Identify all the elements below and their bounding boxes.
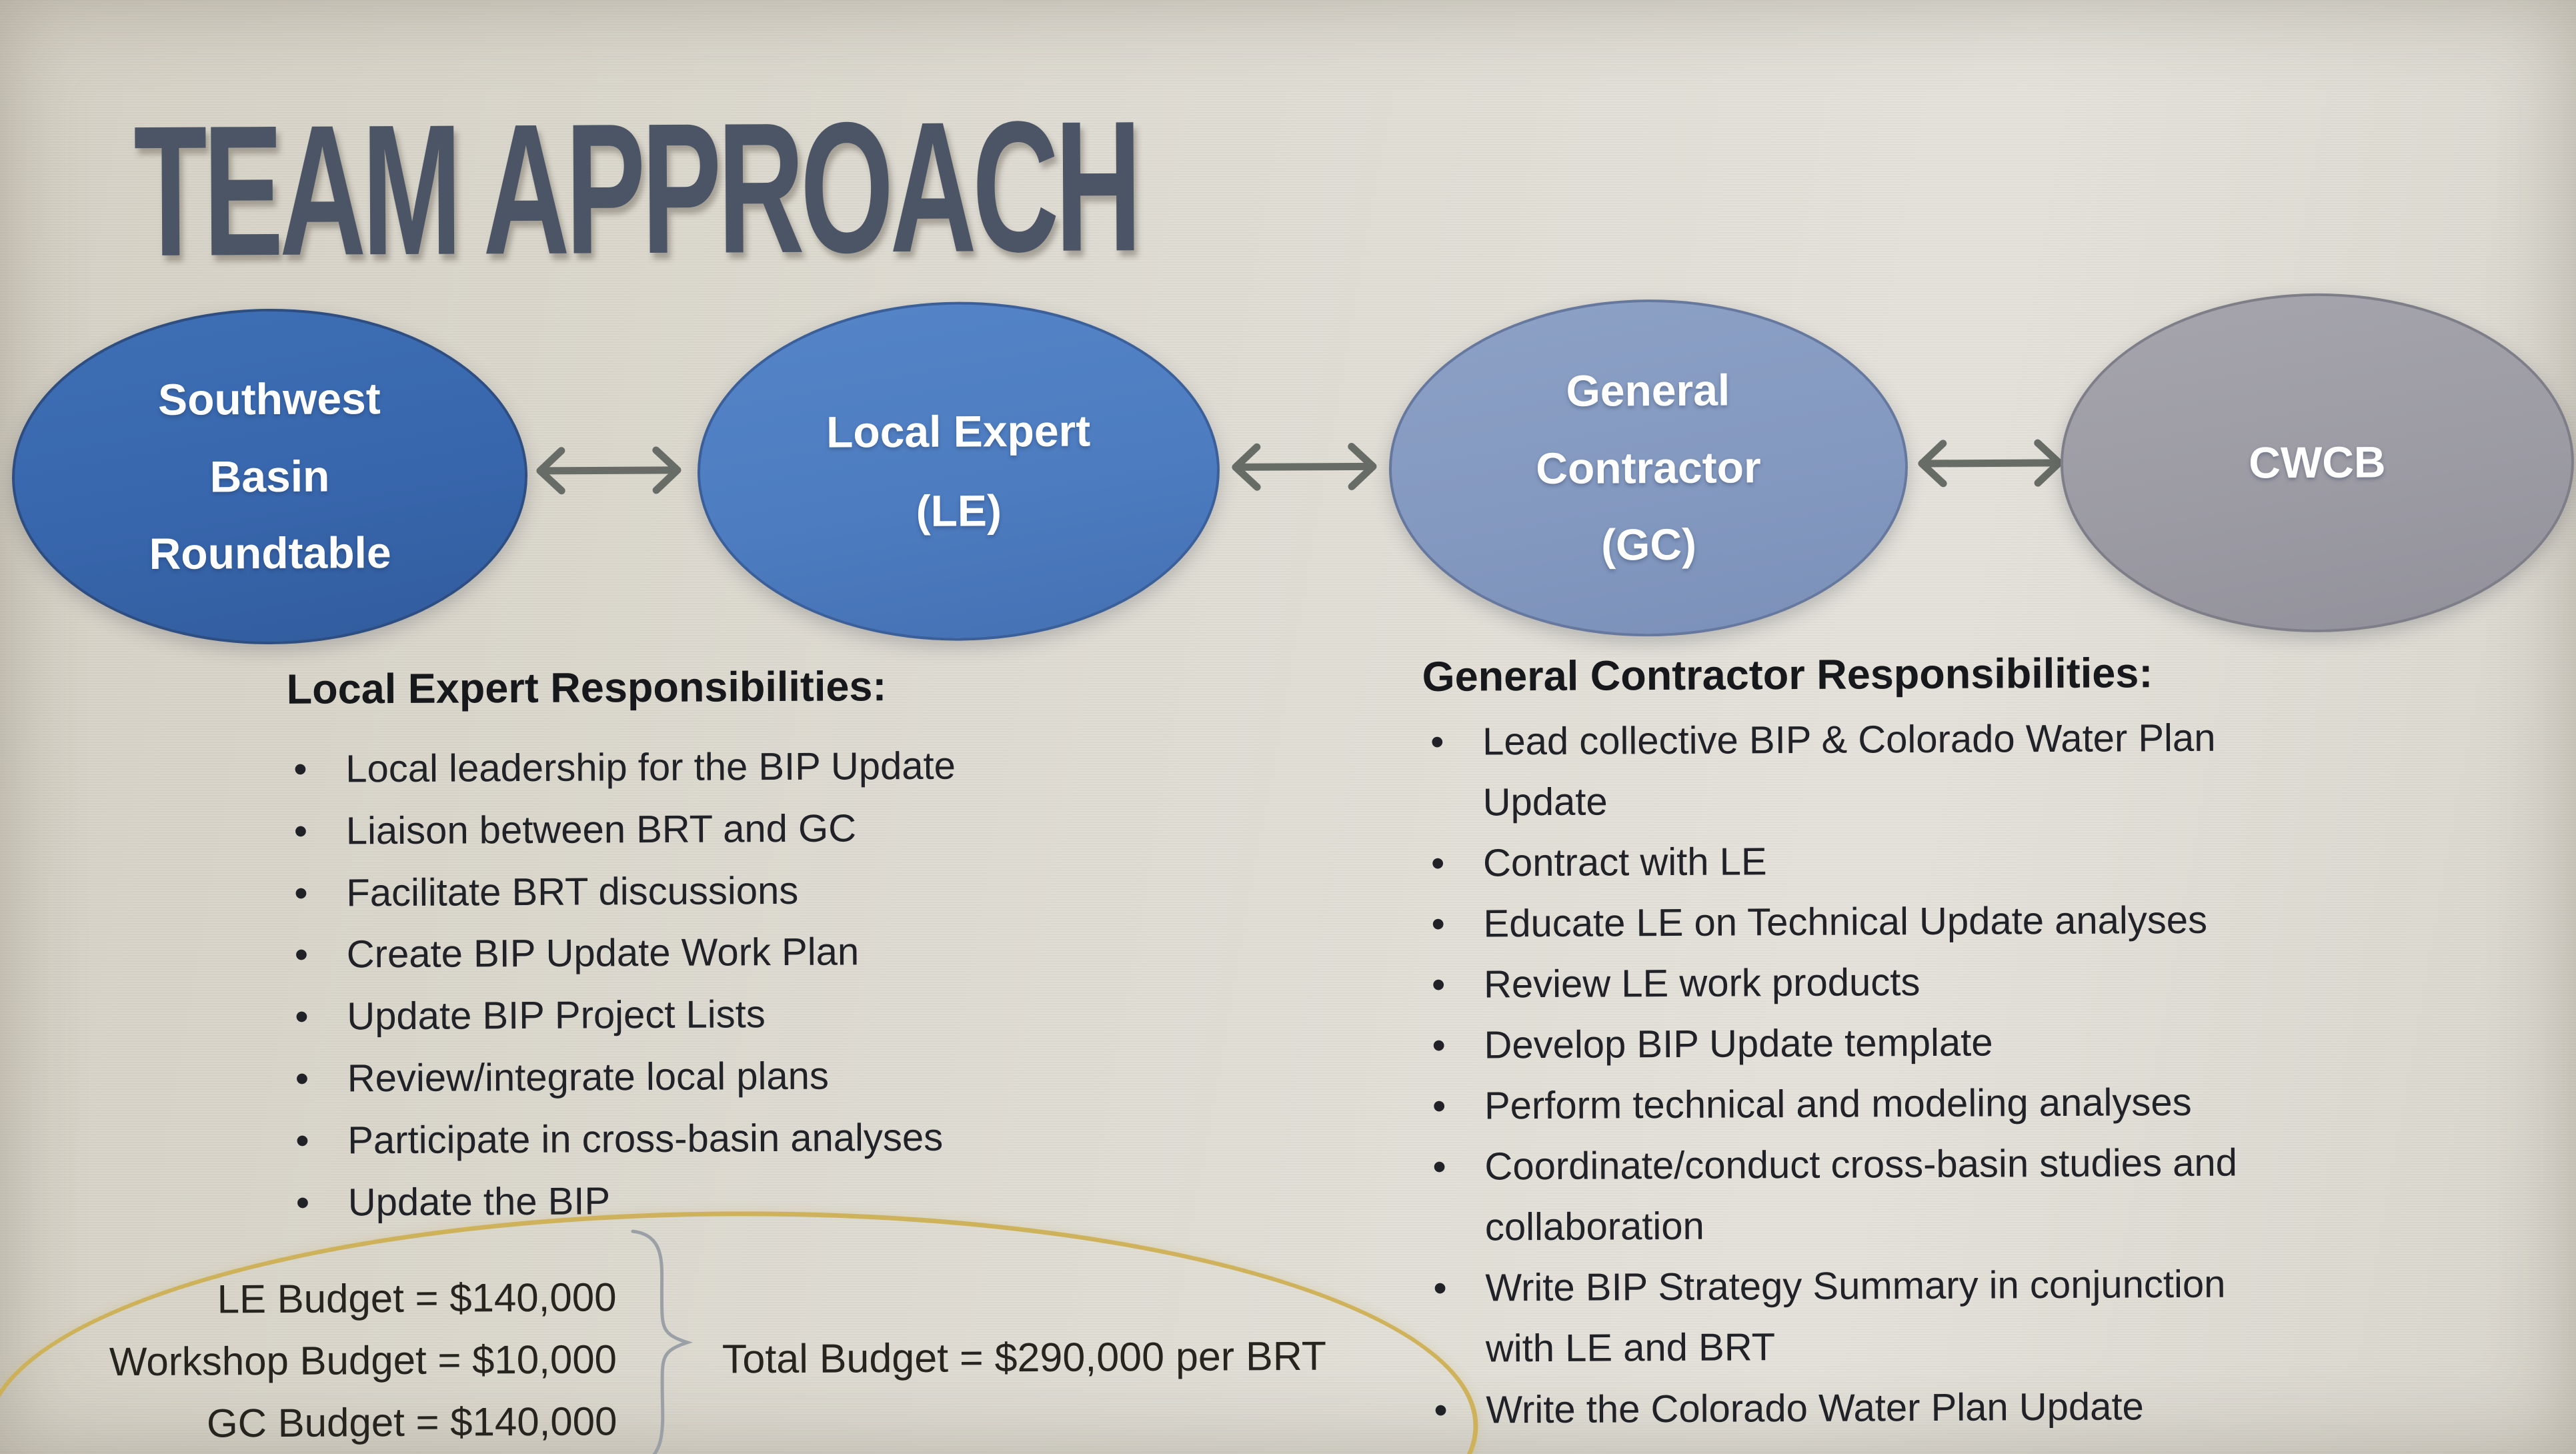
le-responsibilities-heading: Local Expert Responsibilities: <box>286 663 887 713</box>
le-responsibility-item: • Participate in cross-basin analyses <box>289 1106 1149 1173</box>
le-responsibility-item: • Facilitate BRT discussions <box>287 858 1148 925</box>
gc-responsibility-item: • Lead collective BIP & Colorado Water Plan Update <box>1424 706 2438 833</box>
double-arrow-icon <box>1907 431 2074 496</box>
gc-responsibility-item: • Contract with LE <box>1424 828 2438 894</box>
gc-responsibilities-heading: General Contractor Responsibilities: <box>1422 650 2153 700</box>
page-title: TEAM APPROACH <box>133 83 1138 296</box>
brace-icon <box>616 1226 704 1454</box>
total-budget-text: Total Budget = $290,000 per BRT <box>722 1333 1327 1382</box>
gc-responsibility-item: • Educate LE on Technical Update analyses <box>1424 888 2438 954</box>
gc-responsibilities-list <box>1424 706 2441 1441</box>
gc-responsibility-item: • Write the Colorado Water Plan Update <box>1427 1374 2441 1440</box>
budget-lines-list <box>29 1266 617 1454</box>
le-responsibility-item: • Local leadership for the BIP Update <box>287 734 1147 801</box>
entity-ellipse-general-contractor <box>1388 298 1909 638</box>
gc-responsibility-item: • Perform technical and modeling analyses <box>1426 1070 2439 1137</box>
le-responsibility-item: • Update BIP Project Lists <box>288 982 1148 1048</box>
budget-line: Workshop Budget = $10,000 <box>109 1337 617 1385</box>
le-responsibilities-list <box>287 734 1150 1234</box>
le-responsibility-item: • Update the BIP <box>289 1168 1149 1235</box>
budget-line: GC Budget = $140,000 <box>206 1399 617 1446</box>
entity-ellipse-cwcb <box>2060 292 2575 634</box>
entity-label: CWCB <box>2249 437 2386 488</box>
gc-responsibility-item: • Develop BIP Update template <box>1425 1010 2439 1076</box>
double-arrow-icon <box>525 438 692 503</box>
gc-responsibility-item: • Write BIP Strategy Summary in conjunction with LE and BRT <box>1426 1253 2441 1379</box>
entity-ellipse-local-expert <box>697 301 1221 642</box>
le-responsibility-item: • Review/integrate local plans <box>289 1044 1149 1111</box>
le-responsibility-item: • Create BIP Update Work Plan <box>288 920 1148 986</box>
gc-responsibility-item: • Coordinate/conduct cross-basin studies and collaboration <box>1426 1131 2440 1258</box>
entity-label: Southwest Basin Roundtable <box>149 374 391 579</box>
gc-responsibility-item: • Review LE work products <box>1425 949 2439 1015</box>
entity-ellipse-southwest-basin-roundtable <box>11 307 529 646</box>
budget-line: LE Budget = $140,000 <box>217 1275 617 1322</box>
entity-label: Local Expert (LE) <box>826 406 1091 536</box>
entity-label: General Contractor (GC) <box>1536 365 1761 570</box>
le-responsibility-item: • Liaison between BRT and GC <box>287 796 1148 863</box>
double-arrow-icon <box>1221 434 1388 499</box>
